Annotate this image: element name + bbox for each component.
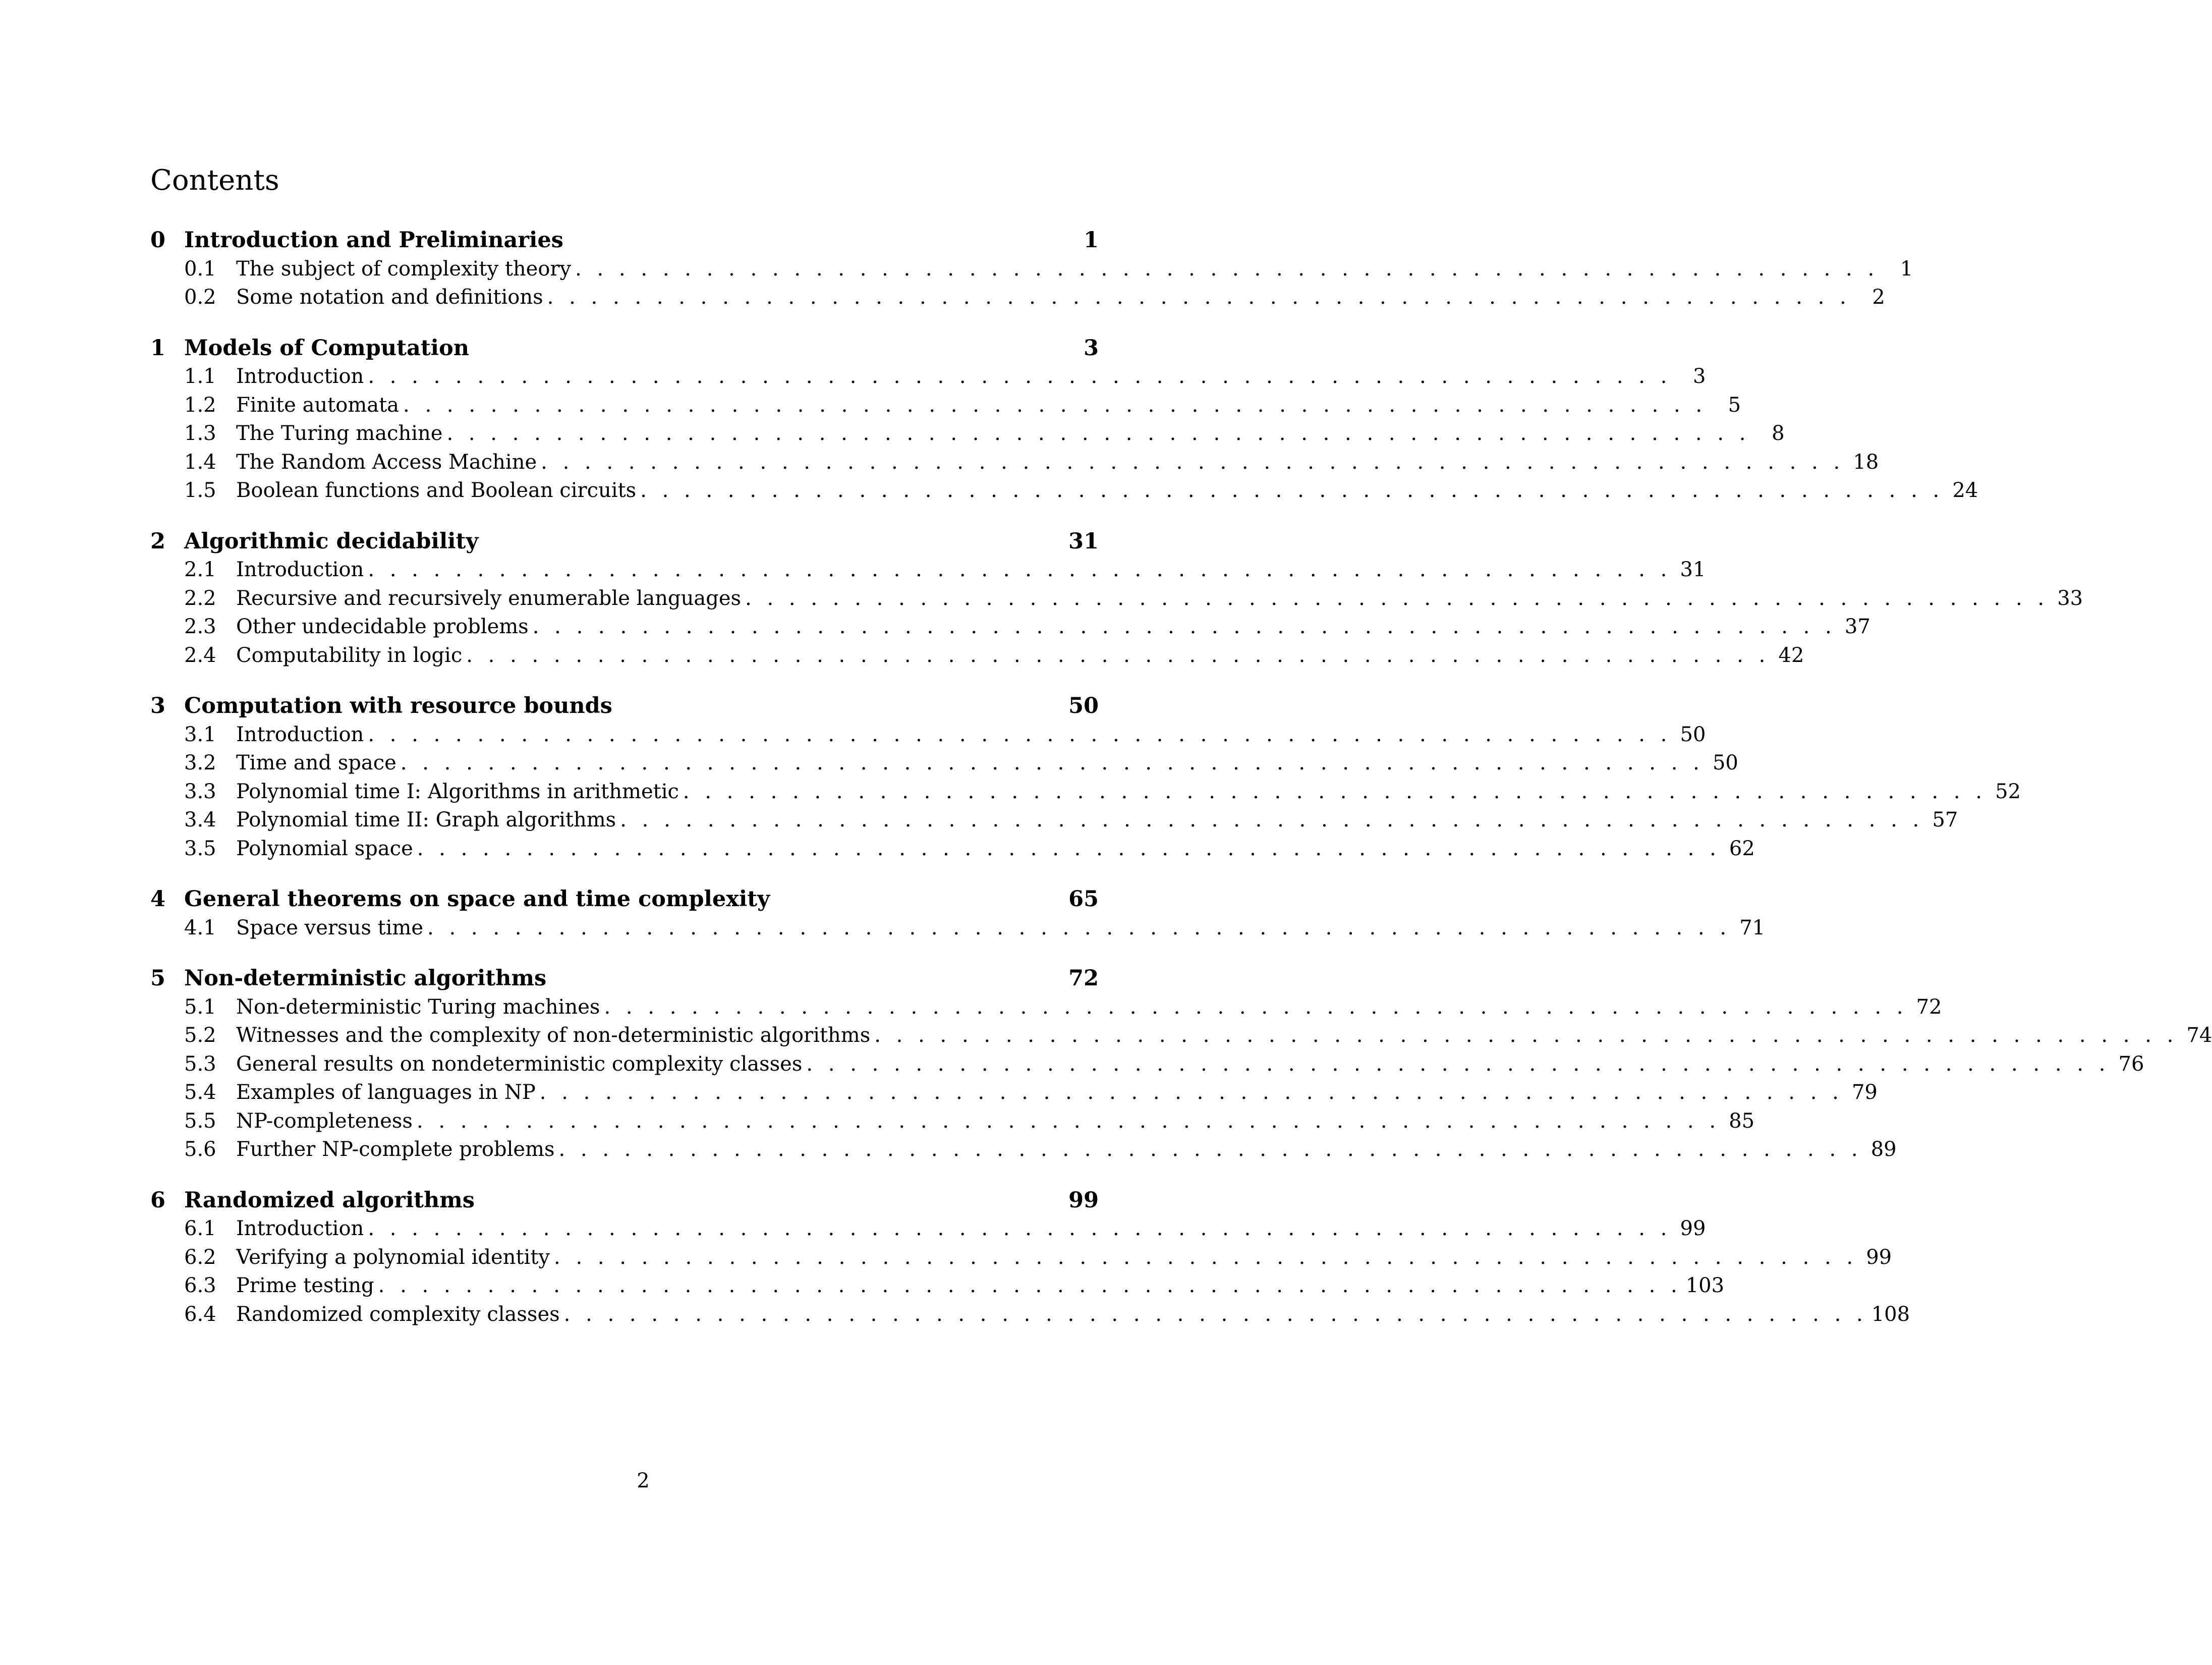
section-page: 42 xyxy=(1778,643,1804,667)
toc-section-entry[interactable] xyxy=(150,1021,2212,1050)
toc-section-entry[interactable] xyxy=(150,835,1755,863)
toc-section-entry[interactable] xyxy=(150,749,1738,778)
toc-section-entry[interactable] xyxy=(150,255,1913,284)
section-number: 1.3 xyxy=(184,422,216,445)
toc-chapter xyxy=(150,334,1978,505)
chapter-title: Randomized algorithms xyxy=(184,1187,475,1213)
section-title: Boolean functions and Boolean circuits xyxy=(236,479,637,502)
toc-chapter xyxy=(150,885,1766,942)
dot-leader: . . . . . . . . . . . . . . . . . . . . . . . . . . . . . . . . . . . . . . . . . . . . . . . . . . . . . . . . . . . . xyxy=(539,1081,1843,1104)
dot-leader: . . . . . . . . . . . . . . . . . . . . . . . . . . . . . . . . . . . . . . . . . . . . . . . . . . . . . . . . . . . . xyxy=(400,751,1704,774)
toc-section-entry[interactable] xyxy=(150,1243,1892,1272)
section-title: Introduction xyxy=(236,365,364,388)
section-number: 5.2 xyxy=(184,1024,216,1047)
section-page: 103 xyxy=(1685,1274,1725,1297)
section-number: 3.2 xyxy=(184,751,216,774)
toc-chapter-entry[interactable] xyxy=(150,885,1099,914)
toc-section-entry[interactable] xyxy=(150,778,2021,806)
section-title: General results on nondeterministic complexity classes xyxy=(236,1052,803,1076)
chapter-title: Algorithmic decidability xyxy=(184,528,479,554)
dot-leader: . . . . . . . . . . . . . . . . . . . . . . . . . . . . . . . . . . . . . . . . . . . . . . . . . . . . . . . . . . . . xyxy=(874,1024,2178,1047)
section-number: 5.4 xyxy=(184,1081,216,1104)
chapter-page: 72 xyxy=(1068,966,1099,991)
toc-chapter xyxy=(150,692,2021,863)
toc-section-entry[interactable] xyxy=(150,641,1804,670)
chapter-page: 1 xyxy=(1084,228,1099,253)
toc-chapter xyxy=(150,964,2212,1164)
dot-leader: . . . . . . . . . . . . . . . . . . . . . . . . . . . . . . . . . . . . . . . . . . . . . . . . . . . . . . . . . . . . xyxy=(417,837,1721,860)
page-number: 2 xyxy=(637,1469,650,1492)
chapter-page: 31 xyxy=(1068,528,1099,554)
chapter-page: 50 xyxy=(1068,693,1099,718)
section-title: Recursive and recursively enumerable languages xyxy=(236,586,742,610)
section-page: 99 xyxy=(1866,1245,1892,1269)
dot-leader: . . . . . . . . . . . . . . . . . . . . . . . . . . . . . . . . . . . . . . . . . . . . . . . . . . . . . . . . . . . . xyxy=(558,1138,1862,1161)
dot-leader: . . . . . . . . . . . . . . . . . . . . . . . . . . . . . . . . . . . . . . . . . . . . . . . . . . . . . . . . . . . . xyxy=(575,257,1879,281)
section-title: Introduction xyxy=(236,558,364,581)
section-title: NP-completeness xyxy=(236,1109,413,1133)
toc-section-entry[interactable] xyxy=(150,1078,1878,1107)
toc-section-entry[interactable] xyxy=(150,584,2083,613)
section-number: 0.2 xyxy=(184,286,216,309)
section-title: Introduction xyxy=(236,1217,364,1240)
section-page: 33 xyxy=(2057,586,2083,610)
section-title: Examples of languages in NP xyxy=(236,1081,536,1104)
section-number: 1.5 xyxy=(184,479,216,502)
dot-leader: . . . . . . . . . . . . . . . . . . . . . . . . . . . . . . . . . . . . . . . . . . . . . . . . . . . . . . . . . . . . xyxy=(378,1274,1682,1297)
section-page: 89 xyxy=(1870,1138,1897,1161)
dot-leader: . . . . . . . . . . . . . . . . . . . . . . . . . . . . . . . . . . . . . . . . . . . . . . . . . . . . . . . . . . . . xyxy=(563,1302,1867,1326)
dot-leader: . . . . . . . . . . . . . . . . . . . . . . . . . . . . . . . . . . . . . . . . . . . . . . . . . . . . . . . . . . . . xyxy=(403,393,1707,417)
section-title: Some notation and definitions xyxy=(236,286,543,309)
dot-leader: . . . . . . . . . . . . . . . . . . . . . . . . . . . . . . . . . . . . . . . . . . . . . . . . . . . . . . . . . . . . xyxy=(368,365,1672,388)
toc-section-entry[interactable] xyxy=(150,914,1766,942)
toc-section-entry[interactable] xyxy=(150,1050,2144,1079)
section-page: 79 xyxy=(1851,1081,1878,1104)
section-number: 2.3 xyxy=(184,615,216,638)
dot-leader: . . . . . . . . . . . . . . . . . . . . . . . . . . . . . . . . . . . . . . . . . . . . . . . . . . . . . . . . . . . . xyxy=(806,1052,2110,1076)
toc-section-entry[interactable] xyxy=(150,283,1885,312)
section-number: 1.1 xyxy=(184,365,216,388)
section-title: Prime testing xyxy=(236,1274,374,1297)
section-page: 76 xyxy=(2118,1052,2144,1076)
section-page: 108 xyxy=(1871,1302,1910,1326)
section-title: Non-deterministic Turing machines xyxy=(236,995,600,1019)
chapter-title: General theorems on space and time complexity xyxy=(184,886,770,912)
dot-leader: . . . . . . . . . . . . . . . . . . . . . . . . . . . . . . . . . . . . . . . . . . . . . . . . . . . . . . . . . . . . xyxy=(554,1245,1858,1269)
section-page: 71 xyxy=(1739,916,1766,939)
section-title: The subject of complexity theory xyxy=(236,257,572,281)
dot-leader: . . . . . . . . . . . . . . . . . . . . . . . . . . . . . . . . . . . . . . . . . . . . . . . . . . . . . . . . . . . . xyxy=(446,422,1750,445)
toc-chapter-entry[interactable] xyxy=(150,226,1099,255)
section-page: 99 xyxy=(1680,1217,1706,1240)
section-title: The Random Access Machine xyxy=(236,450,537,474)
section-page: 52 xyxy=(1995,780,2021,803)
section-number: 5.1 xyxy=(184,995,216,1019)
section-title: Finite automata xyxy=(236,393,400,417)
section-title: The Turing machine xyxy=(236,422,443,445)
chapter-page: 3 xyxy=(1084,335,1099,361)
chapter-number: 5 xyxy=(150,966,165,991)
dot-leader: . . . . . . . . . . . . . . . . . . . . . . . . . . . . . . . . . . . . . . . . . . . . . . . . . . . . . . . . . . . . xyxy=(620,808,1924,831)
section-number: 6.1 xyxy=(184,1217,216,1240)
page-title: Contents xyxy=(150,164,279,197)
section-number: 2.4 xyxy=(184,643,216,667)
section-number: 6.2 xyxy=(184,1245,216,1269)
section-page: 72 xyxy=(1916,995,1942,1019)
toc-section-entry[interactable] xyxy=(150,419,1785,448)
section-title: Computability in logic xyxy=(236,643,463,667)
chapter-number: 2 xyxy=(150,528,165,554)
section-number: 6.4 xyxy=(184,1302,216,1326)
section-number: 2.1 xyxy=(184,558,216,581)
toc-section-entry[interactable] xyxy=(150,1135,1897,1164)
toc-chapter-entry[interactable] xyxy=(150,964,1099,993)
section-number: 1.2 xyxy=(184,393,216,417)
table-of-contents xyxy=(150,226,2212,1351)
section-page: 3 xyxy=(1692,365,1706,388)
section-title: Randomized complexity classes xyxy=(236,1302,560,1326)
section-number: 6.3 xyxy=(184,1274,216,1297)
section-page: 37 xyxy=(1844,615,1870,638)
chapter-number: 1 xyxy=(150,335,165,361)
section-number: 0.1 xyxy=(184,257,216,281)
toc-chapter-entry[interactable] xyxy=(150,334,1099,363)
chapter-title: Computation with resource bounds xyxy=(184,693,612,718)
section-number: 5.3 xyxy=(184,1052,216,1076)
section-page: 57 xyxy=(1932,808,1958,831)
dot-leader: . . . . . . . . . . . . . . . . . . . . . . . . . . . . . . . . . . . . . . . . . . . . . . . . . . . . . . . . . . . . xyxy=(368,723,1672,746)
toc-section-entry[interactable] xyxy=(150,1300,1910,1329)
toc-chapter xyxy=(150,527,2083,670)
section-number: 2.2 xyxy=(184,586,216,610)
toc-chapter xyxy=(150,226,1913,312)
section-page: 2 xyxy=(1872,286,1885,309)
dot-leader: . . . . . . . . . . . . . . . . . . . . . . . . . . . . . . . . . . . . . . . . . . . . . . . . . . . . . . . . . . . . xyxy=(368,558,1672,581)
section-title: Polynomial time I: Algorithms in arithmetic xyxy=(236,780,679,803)
chapter-page: 99 xyxy=(1068,1187,1099,1213)
section-page: 24 xyxy=(1952,479,1978,502)
toc-section-entry[interactable] xyxy=(150,448,1879,477)
section-title: Polynomial time II: Graph algorithms xyxy=(236,808,616,831)
dot-leader: . . . . . . . . . . . . . . . . . . . . . . . . . . . . . . . . . . . . . . . . . . . . . . . . . . . . . . . . . . . . xyxy=(532,615,1836,638)
toc-section-entry[interactable] xyxy=(150,1107,1755,1136)
section-title: Other undecidable problems xyxy=(236,615,529,638)
section-number: 3.1 xyxy=(184,723,216,746)
chapter-number: 3 xyxy=(150,693,165,718)
dot-leader: . . . . . . . . . . . . . . . . . . . . . . . . . . . . . . . . . . . . . . . . . . . . . . . . . . . . . . . . . . . . xyxy=(466,643,1770,667)
section-page: 31 xyxy=(1680,558,1706,581)
section-number: 3.4 xyxy=(184,808,216,831)
toc-section-entry[interactable] xyxy=(150,806,1958,835)
section-page: 50 xyxy=(1712,751,1738,774)
chapter-title: Non-deterministic algorithms xyxy=(184,966,547,991)
dot-leader: . . . . . . . . . . . . . . . . . . . . . . . . . . . . . . . . . . . . . . . . . . . . . . . . . . . . . . . . . . . . xyxy=(640,479,1944,502)
section-title: Verifying a polynomial identity xyxy=(236,1245,550,1269)
toc-chapter-entry[interactable] xyxy=(150,692,1099,720)
toc-section-entry[interactable] xyxy=(150,1214,1706,1243)
chapter-title: Models of Computation xyxy=(184,335,469,361)
section-page: 18 xyxy=(1853,450,1879,474)
toc-section-entry[interactable] xyxy=(150,993,1942,1022)
section-title: Witnesses and the complexity of non-deterministic algorithms xyxy=(236,1024,871,1047)
section-title: Time and space xyxy=(236,751,396,774)
section-page: 8 xyxy=(1772,422,1785,445)
section-page: 62 xyxy=(1729,837,1755,860)
toc-section-entry[interactable] xyxy=(150,1271,1725,1300)
toc-section-entry[interactable] xyxy=(150,391,1741,420)
section-title: Polynomial space xyxy=(236,837,413,860)
dot-leader: . . . . . . . . . . . . . . . . . . . . . . . . . . . . . . . . . . . . . . . . . . . . . . . . . . . . . . . . . . . . xyxy=(683,780,1987,803)
dot-leader: . . . . . . . . . . . . . . . . . . . . . . . . . . . . . . . . . . . . . . . . . . . . . . . . . . . . . . . . . . . . xyxy=(547,286,1851,309)
chapter-number: 0 xyxy=(150,228,165,253)
toc-section-entry[interactable] xyxy=(150,362,1706,391)
dot-leader: . . . . . . . . . . . . . . . . . . . . . . . . . . . . . . . . . . . . . . . . . . . . . . . . . . . . . . . . . . . . xyxy=(368,1217,1672,1240)
section-title: Further NP-complete problems xyxy=(236,1138,555,1161)
toc-chapter-entry[interactable] xyxy=(150,527,1099,556)
dot-leader: . . . . . . . . . . . . . . . . . . . . . . . . . . . . . . . . . . . . . . . . . . . . . . . . . . . . . . . . . . . . xyxy=(541,450,1845,474)
toc-section-entry[interactable] xyxy=(150,613,1870,641)
dot-leader: . . . . . . . . . . . . . . . . . . . . . . . . . . . . . . . . . . . . . . . . . . . . . . . . . . . . . . . . . . . . xyxy=(604,995,1908,1019)
section-number: 5.5 xyxy=(184,1109,216,1133)
section-page: 50 xyxy=(1680,723,1706,746)
toc-chapter-entry[interactable] xyxy=(150,1186,1099,1215)
section-title: Space versus time xyxy=(236,916,424,939)
section-number: 3.5 xyxy=(184,837,216,860)
dot-leader: . . . . . . . . . . . . . . . . . . . . . . . . . . . . . . . . . . . . . . . . . . . . . . . . . . . . . . . . . . . . xyxy=(745,586,2049,610)
chapter-page: 65 xyxy=(1068,886,1099,912)
toc-section-entry[interactable] xyxy=(150,556,1706,584)
section-number: 1.4 xyxy=(184,450,216,474)
section-page: 85 xyxy=(1729,1109,1755,1133)
section-number: 3.3 xyxy=(184,780,216,803)
chapter-number: 4 xyxy=(150,886,165,912)
dot-leader: . . . . . . . . . . . . . . . . . . . . . . . . . . . . . . . . . . . . . . . . . . . . . . . . . . . . . . . . . . . . xyxy=(427,916,1731,939)
toc-chapter xyxy=(150,1186,1910,1329)
section-title: Introduction xyxy=(236,723,364,746)
chapter-title: Introduction and Preliminaries xyxy=(184,228,563,253)
chapter-number: 6 xyxy=(150,1187,165,1213)
dot-leader: . . . . . . . . . . . . . . . . . . . . . . . . . . . . . . . . . . . . . . . . . . . . . . . . . . . . . . . . . . . . xyxy=(416,1109,1721,1133)
section-number: 5.6 xyxy=(184,1138,216,1161)
toc-section-entry[interactable] xyxy=(150,476,1978,505)
section-page: 5 xyxy=(1728,393,1741,417)
section-page: 1 xyxy=(1900,257,1913,281)
section-number: 4.1 xyxy=(184,916,216,939)
section-page: 74 xyxy=(2186,1024,2212,1047)
toc-section-entry[interactable] xyxy=(150,720,1706,749)
